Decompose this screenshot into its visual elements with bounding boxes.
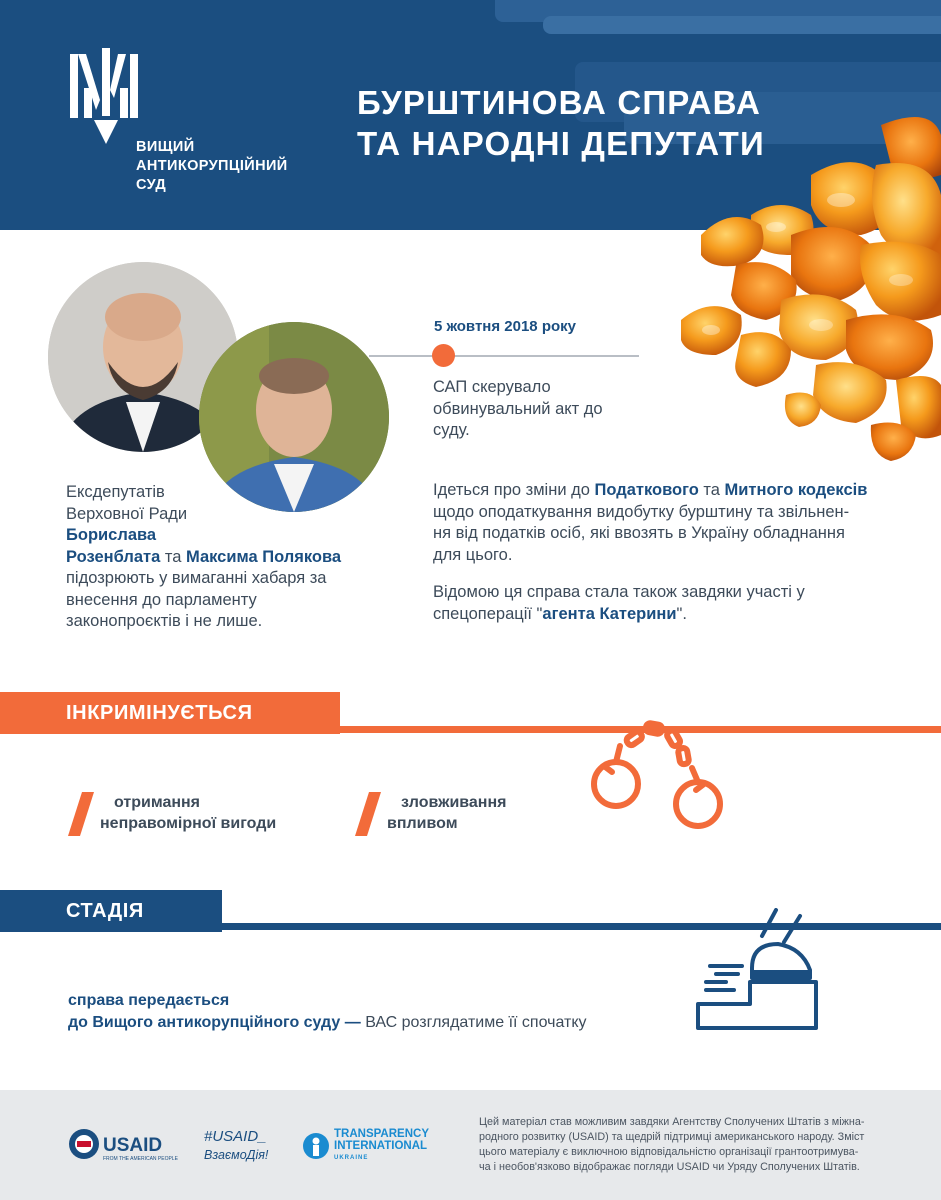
tax-code-highlight: Податкового	[594, 481, 699, 499]
ti-logo-icon	[302, 1132, 330, 1160]
suspects-line: внесення до парламенту	[66, 590, 257, 609]
charge-item	[68, 792, 276, 836]
suspects-line: підозрюють у вимаганні хабаря за	[66, 569, 327, 587]
paragraph-text: щодо оподаткування видобутку бурштину та звільнен-	[433, 502, 850, 521]
amber-stones-image	[641, 105, 941, 465]
paragraph-text: для цього.	[433, 545, 513, 564]
slash-icon	[355, 792, 381, 836]
charge-line: неправомірної вигоди	[100, 815, 277, 832]
suspects-line: Верховної Ради	[66, 504, 188, 523]
court-name	[136, 138, 288, 195]
ti-sub: UKRAINE	[334, 1155, 369, 1161]
slogan-text: ВзаємоДія!	[204, 1148, 269, 1162]
ti-line: TRANSPARENCY	[334, 1128, 429, 1140]
ti-line: INTERNATIONAL	[334, 1140, 428, 1152]
disclaimer-text	[479, 1115, 899, 1175]
court-name-line: ВИЩИЙ	[136, 139, 195, 155]
disclaimer-line: ча і необов'язково відображає погляди USAID чи Уряду Сполучених Штатів.	[479, 1161, 860, 1173]
conjunction: та	[160, 547, 186, 566]
suspects-text	[66, 482, 396, 633]
usaid-hashtag	[204, 1128, 268, 1164]
timeline-dot	[432, 344, 455, 367]
ti-text	[334, 1128, 429, 1164]
suspect-name: Розенблата	[66, 547, 161, 566]
suspects-line: законопроєктів і не лише.	[66, 612, 263, 630]
timeline-line-text: обвинувальний акт до	[433, 399, 603, 418]
timeline-line	[369, 355, 639, 357]
disclaimer-line: Цей матеріал став можливим завдяки Агентству Сполучених Штатів з міжна-	[479, 1116, 865, 1128]
usaid-logo	[68, 1128, 178, 1162]
stage-text	[68, 990, 587, 1033]
charge-text	[389, 792, 506, 834]
usaid-label: USAID	[103, 1135, 163, 1156]
court-name-line: АНТИКОРУПЦІЙНИЙ	[136, 158, 288, 174]
paragraph-text: Відомою ця справа стала також завдяки участі у	[433, 583, 805, 601]
disclaimer-line: цього матеріалу є виключною відповідальністю організації грантоотримува-	[479, 1146, 859, 1158]
timeline-date: 5 жовтня 2018 року	[434, 318, 576, 335]
title-line: ТА НАРОДНІ ДЕПУТАТИ	[357, 125, 765, 162]
paragraph-text: Ідеться про зміни до	[433, 481, 595, 499]
hashtag-text: #USAID_	[204, 1128, 267, 1145]
section-heading: СТАДІЯ	[0, 890, 222, 932]
timeline-text	[433, 377, 633, 442]
stairs-step-icon	[692, 908, 822, 1032]
paragraph-text: ня від податків осіб, які ввозять в Україну обладнання	[433, 524, 845, 542]
charge-line: впливом	[387, 815, 458, 832]
title-line: БУРШТИНОВА СПРАВА	[357, 84, 762, 121]
agent-highlight: агента Катерини	[542, 604, 677, 623]
agent-paragraph	[433, 582, 903, 625]
charge-item	[355, 792, 506, 836]
timeline-line-text: суду.	[433, 421, 470, 439]
paragraph-text: та	[698, 481, 725, 499]
suspects-line: Ексдепутатів	[66, 483, 165, 501]
stage-line-normal: ВАС розглядатиме її спочатку	[360, 1013, 587, 1031]
ti-logo	[302, 1128, 429, 1164]
charge-text	[102, 792, 276, 834]
customs-code-highlight: Митного кодексів	[724, 481, 868, 499]
stage-line: справа передається	[68, 992, 230, 1009]
handcuffs-icon	[588, 716, 728, 836]
court-logo-icon	[64, 40, 148, 146]
slash-icon	[68, 792, 94, 836]
usaid-sub: FROM THE AMERICAN PEOPLE	[103, 1156, 178, 1162]
paragraph-text: спецоперації "	[433, 604, 543, 623]
header-decoration	[543, 16, 941, 34]
disclaimer-line: родного розвитку (USAID) та щедрій підтримці американського народу. Зміст	[479, 1131, 865, 1143]
stage-line-bold: до Вищого антикорупційного суду —	[68, 1013, 361, 1031]
suspect-name: Борислава	[66, 526, 157, 544]
suspect-name: Максима Полякова	[186, 547, 342, 566]
paragraph-text: ".	[676, 604, 687, 623]
section-heading: ІНКРИМІНУЄТЬСЯ	[0, 692, 340, 734]
codes-paragraph	[433, 480, 903, 566]
court-name-line: СУД	[136, 177, 167, 193]
timeline-line-text: САП скерувало	[433, 378, 551, 396]
charge-line: зловживання	[401, 794, 507, 811]
charge-line: отримання	[114, 794, 201, 811]
